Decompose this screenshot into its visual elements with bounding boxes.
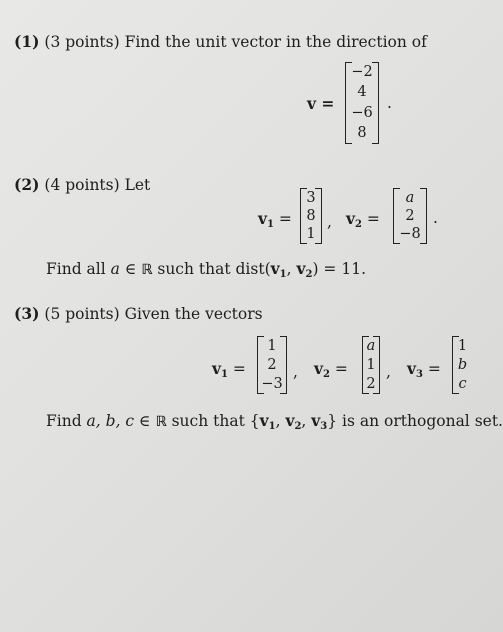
problem-3-vector-v3: 1 b c [452, 336, 472, 394]
problem-1-vector-label: v = [307, 94, 335, 113]
problem-2-heading [14, 176, 150, 194]
problem-3-v2-label: $v_2$ = [314, 359, 348, 380]
v-entry-2: 4 [357, 84, 367, 100]
problem-2-vector-v2: a 2 −8 [393, 188, 427, 244]
problem-2-text: (4 points) Let [44, 176, 151, 194]
problem-3-v1-label: $v_1$ = [212, 359, 246, 380]
problem-3-separator-2: , [386, 363, 391, 381]
problem-2-question: Find all a ∈ ℝ such that $dist(v_1$, $v_2) = 11$. [46, 259, 366, 280]
problem-3-number: (3) [14, 304, 40, 323]
problem-2-number: (2) [14, 175, 40, 194]
problem-3-v3-label: $v_3$ = [407, 359, 441, 380]
problem-2-separator: , [327, 213, 332, 231]
problem-2-v2-label: $v_2$ = [346, 209, 380, 230]
v-entry-1: −2 [351, 64, 373, 80]
problem-3-separator-1: , [293, 363, 298, 381]
problem-3-text: (5 points) Given the vectors [44, 305, 263, 323]
problem-2-vector-v1: 3 8 1 [300, 188, 322, 244]
problem-1-vector-v [345, 62, 379, 144]
problem-1-number: (1) [14, 32, 40, 51]
problem-1-period: . [387, 94, 392, 112]
problem-2-period: . [433, 209, 438, 227]
problem-1-heading [14, 33, 427, 51]
problem-3-vector-v1: 1 2 −3 [257, 336, 287, 394]
problem-2-v1-label: $v_1$ = [258, 209, 292, 230]
problem-3-question: Find a, b, c ∈ ℝ such that {$v_1$, $v_2$, $v_3$} is an orthogonal set. [46, 411, 503, 432]
problem-1-text: (3 points) Find the unit vector in the direction of [44, 33, 427, 51]
problem-3-heading [14, 305, 263, 323]
problem-3-vector-v2: a 1 2 [362, 336, 380, 394]
v-entry-4: 8 [357, 125, 367, 141]
v-entry-3: −6 [351, 105, 373, 121]
